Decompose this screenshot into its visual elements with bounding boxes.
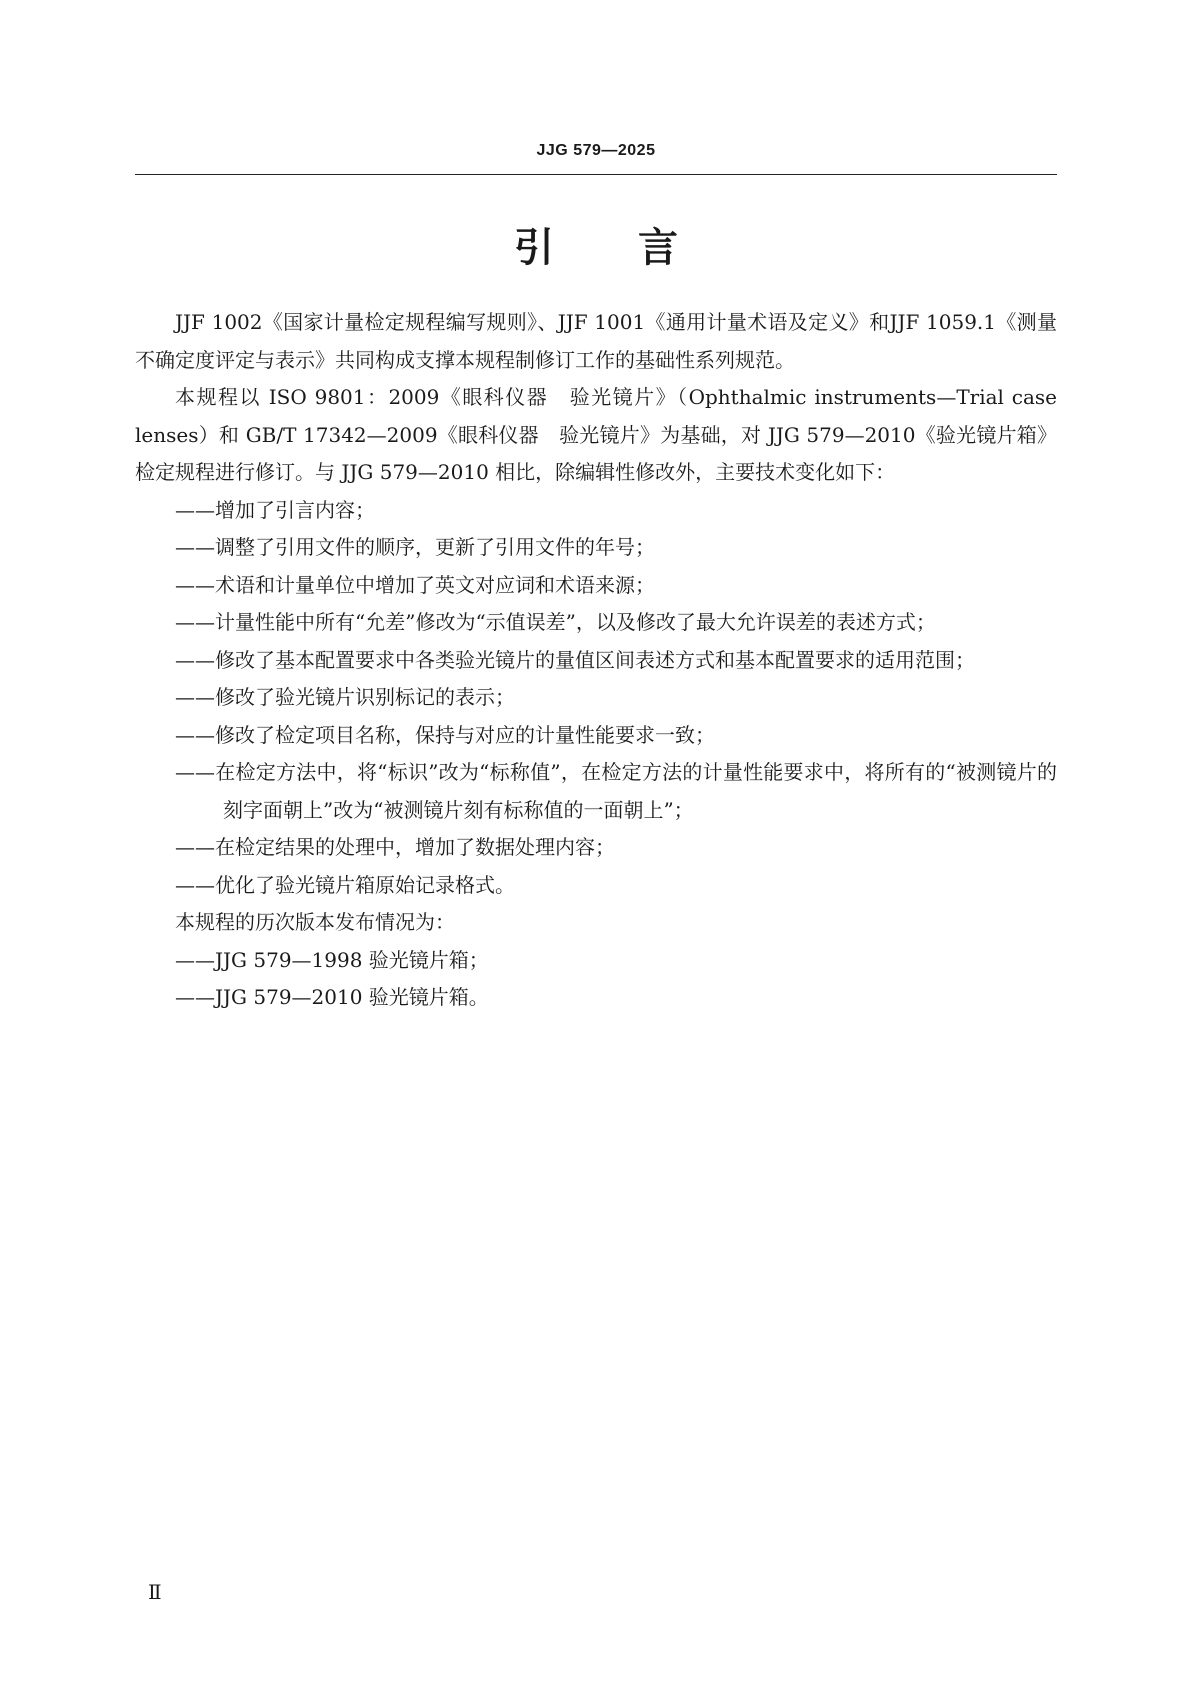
change-item: ——在检定结果的处理中，增加了数据处理内容； (175, 835, 615, 859)
paragraph: JJF 1002《国家计量检定规程编写规则》、JJF 1001《通用计量术语及定义》和JJF 1059.1《测量不确定度评定与表示》共同构成支撑本规程制修订工作的基础性系列规范。 (135, 310, 1057, 372)
change-item: ——计量性能中所有“允差”修改为“示值误差”，以及修改了最大允许误差的表述方式； (175, 610, 936, 634)
change-item: ——修改了基本配置要求中各类验光镜片的量值区间表述方式和基本配置要求的适用范围； (175, 647, 975, 672)
paragraph: 本规程以 ISO 9801：2009《眼科仪器 验光镜片》（Ophthalmic instruments—Trial case lenses）和 GB/T 17342—2009《眼科仪器 验光镜片》为基础，对 JJG 579—2010《验光镜片箱》检定规程进行修订。与 JJG 579—2010 相比，除编辑性修改外，主要技术变化如下： (135, 385, 1057, 484)
history-item: ——JJG 579—1998 验光镜片箱； (175, 947, 489, 972)
page-number: Ⅱ (148, 1580, 162, 1604)
change-item: ——优化了验光镜片箱原始记录格式。 (175, 872, 515, 897)
page-title (135, 220, 1057, 276)
change-item: ——修改了检定项目名称，保持与对应的计量性能要求一致； (175, 722, 715, 747)
change-item: ——在检定方法中，将“标识”改为“标称值”，在检定方法的计量性能要求中，将所有的“被测镜片的刻字面朝上”改为“被测镜片刻有标称值的一面朝上”； (175, 760, 1057, 822)
change-item: ——增加了引言内容； (175, 497, 375, 522)
body-text (135, 304, 1057, 1017)
history-item: ——JJG 579—2010 验光镜片箱。 (175, 985, 489, 1009)
header-rule (135, 174, 1057, 175)
history-intro: 本规程的历次版本发布情况为： (175, 910, 455, 934)
title-char-1: 引 (514, 225, 554, 271)
change-item: ——调整了引用文件的顺序，更新了引用文件的年号； (175, 535, 655, 559)
change-item: ——术语和计量单位中增加了英文对应词和术语来源； (175, 572, 655, 597)
change-item: ——修改了验光镜片识别标记的表示； (175, 685, 515, 709)
title-char-2: 言 (638, 225, 678, 271)
running-header: JJG 579—2025 (536, 142, 656, 159)
